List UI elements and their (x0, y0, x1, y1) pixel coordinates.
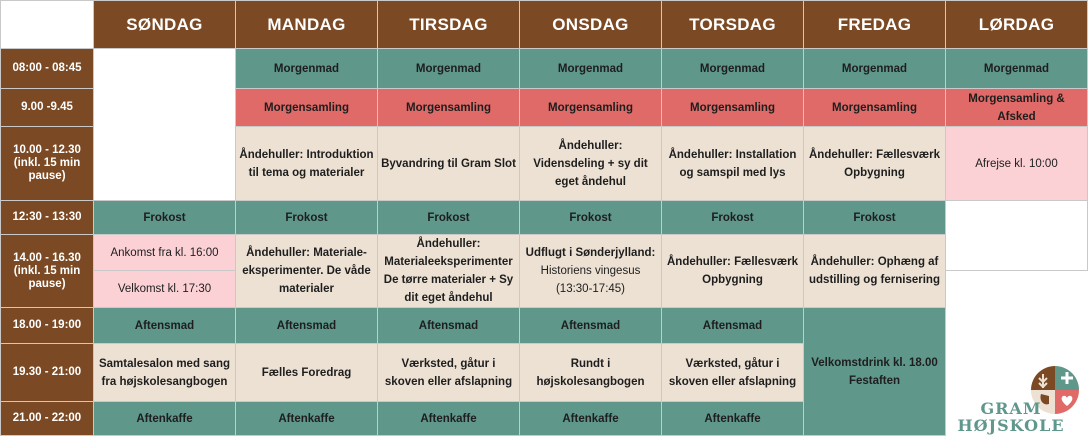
schedule-cell: Morgensamling & Afsked (946, 89, 1088, 127)
schedule-cell: Åndehuller: Materialeeksperimenter De tørre materialer + Sy dit eget åndehul (378, 235, 520, 308)
schedule-cell: Åndehuller: Fællesværk Opbygning (662, 235, 804, 308)
day-header-sunday: SØNDAG (94, 1, 236, 49)
day-header-friday: FREDAG (804, 1, 946, 49)
time-slot: 9.00 -9.45 (1, 89, 94, 127)
schedule-cell: Frokost (520, 201, 662, 235)
festive-subtitle: Festaften (848, 374, 901, 387)
logo-wordmark (951, 400, 1071, 434)
time-slot: 08:00 - 08:45 (1, 49, 94, 89)
schedule-cell: Åndehuller: Materiale-eksperimenter. De våde materialer (236, 235, 378, 308)
schedule-cell: Frokost (662, 201, 804, 235)
day-header-saturday: LØRDAG (946, 1, 1088, 49)
schedule-cell: Aftenkaffe (378, 402, 520, 436)
day-header-wednesday: ONSDAG (520, 1, 662, 49)
schedule-cell: Aftensmad (520, 308, 662, 344)
schedule-cell: Aftensmad (662, 308, 804, 344)
schedule-cell: Morgensamling (520, 89, 662, 127)
day-header-monday: MANDAG (236, 1, 378, 49)
time-slot: 14.00 - 16.30 (inkl. 15 min pause) (1, 235, 94, 308)
header-row (1, 1, 1088, 49)
schedule-cell: Værksted, gåtur i skoven eller afslapning (662, 344, 804, 402)
time-slot: 18.00 - 19:00 (1, 308, 94, 344)
schedule-cell: Samtalesalon med sang fra højskolesangbogen (94, 344, 236, 402)
logo-line-2: HØJSKOLE (957, 416, 1065, 435)
schedule-cell: Aftenkaffe (520, 402, 662, 436)
schedule-cell: Byvandring til Gram Slot (378, 127, 520, 201)
schedule-cell: Aftensmad (236, 308, 378, 344)
excursion-title: Udflugt i Sønderjylland: (525, 247, 656, 259)
schedule-cell (520, 235, 662, 308)
schedule-cell: Åndehuller: Introduktion til tema og materialer (236, 127, 378, 201)
saturday-empty-cell (946, 201, 1088, 271)
row-dinner (1, 308, 1088, 344)
time-slot: 21.00 - 22:00 (1, 402, 94, 436)
sunday-empty-cell (94, 49, 236, 201)
festive-title: Velkomstdrink kl. 18.00 (811, 356, 938, 369)
gram-hojskole-logo (951, 364, 1087, 440)
schedule-cell: Morgenmad (946, 49, 1088, 89)
logo-line-1: GRAM (980, 399, 1042, 418)
schedule-cell: Velkomst kl. 17:30 (94, 271, 236, 308)
schedule-cell: Aftenkaffe (662, 402, 804, 436)
schedule-cell: Morgenmad (520, 49, 662, 89)
time-slot: 19.30 - 21:00 (1, 344, 94, 402)
schedule-cell: Frokost (94, 201, 236, 235)
time-slot: 10.00 - 12.30 (inkl. 15 min pause) (1, 127, 94, 201)
schedule-cell: Frokost (804, 201, 946, 235)
excursion-time: (13:30-17:45) (555, 283, 626, 295)
schedule-cell: Afrejse kl. 10:00 (946, 127, 1088, 201)
time-slot: 12:30 - 13:30 (1, 201, 94, 235)
excursion-subtitle: Historiens vingesus (540, 265, 641, 277)
schedule-cell: Aftensmad (94, 308, 236, 344)
schedule-cell: Rundt i højskolesangbogen (520, 344, 662, 402)
schedule-cell: Morgenmad (662, 49, 804, 89)
row-afternoon-a (1, 235, 1088, 271)
day-header-thursday: TORSDAG (662, 1, 804, 49)
schedule-cell: Morgensamling (804, 89, 946, 127)
schedule-cell: Fælles Foredrag (236, 344, 378, 402)
schedule-cell: Frokost (236, 201, 378, 235)
schedule-cell: Morgensamling (236, 89, 378, 127)
schedule-cell: Morgenmad (378, 49, 520, 89)
schedule-cell: Morgensamling (662, 89, 804, 127)
schedule-cell: Aftensmad (378, 308, 520, 344)
day-header-tuesday: TIRSDAG (378, 1, 520, 49)
schedule-cell: Ankomst fra kl. 16:00 (94, 235, 236, 271)
schedule-cell: Åndehuller: Installation og samspil med lys (662, 127, 804, 201)
schedule-cell: Åndehuller: Fællesværk Opbygning (804, 127, 946, 201)
schedule-cell: Aftenkaffe (94, 402, 236, 436)
schedule-cell: Morgenmad (236, 49, 378, 89)
schedule-cell: Åndehuller: Vidensdeling + sy dit eget åndehul (520, 127, 662, 201)
schedule-cell: Værksted, gåtur i skoven eller afslapning (378, 344, 520, 402)
schedule-cell: Morgenmad (804, 49, 946, 89)
schedule-cell (804, 308, 946, 436)
corner-cell (1, 1, 94, 49)
schedule-cell: Frokost (378, 201, 520, 235)
schedule-cell: Åndehuller: Ophæng af udstilling og fernisering (804, 235, 946, 308)
row-breakfast (1, 49, 1088, 89)
row-lunch (1, 201, 1088, 235)
schedule-cell: Morgensamling (378, 89, 520, 127)
schedule-cell: Aftenkaffe (236, 402, 378, 436)
